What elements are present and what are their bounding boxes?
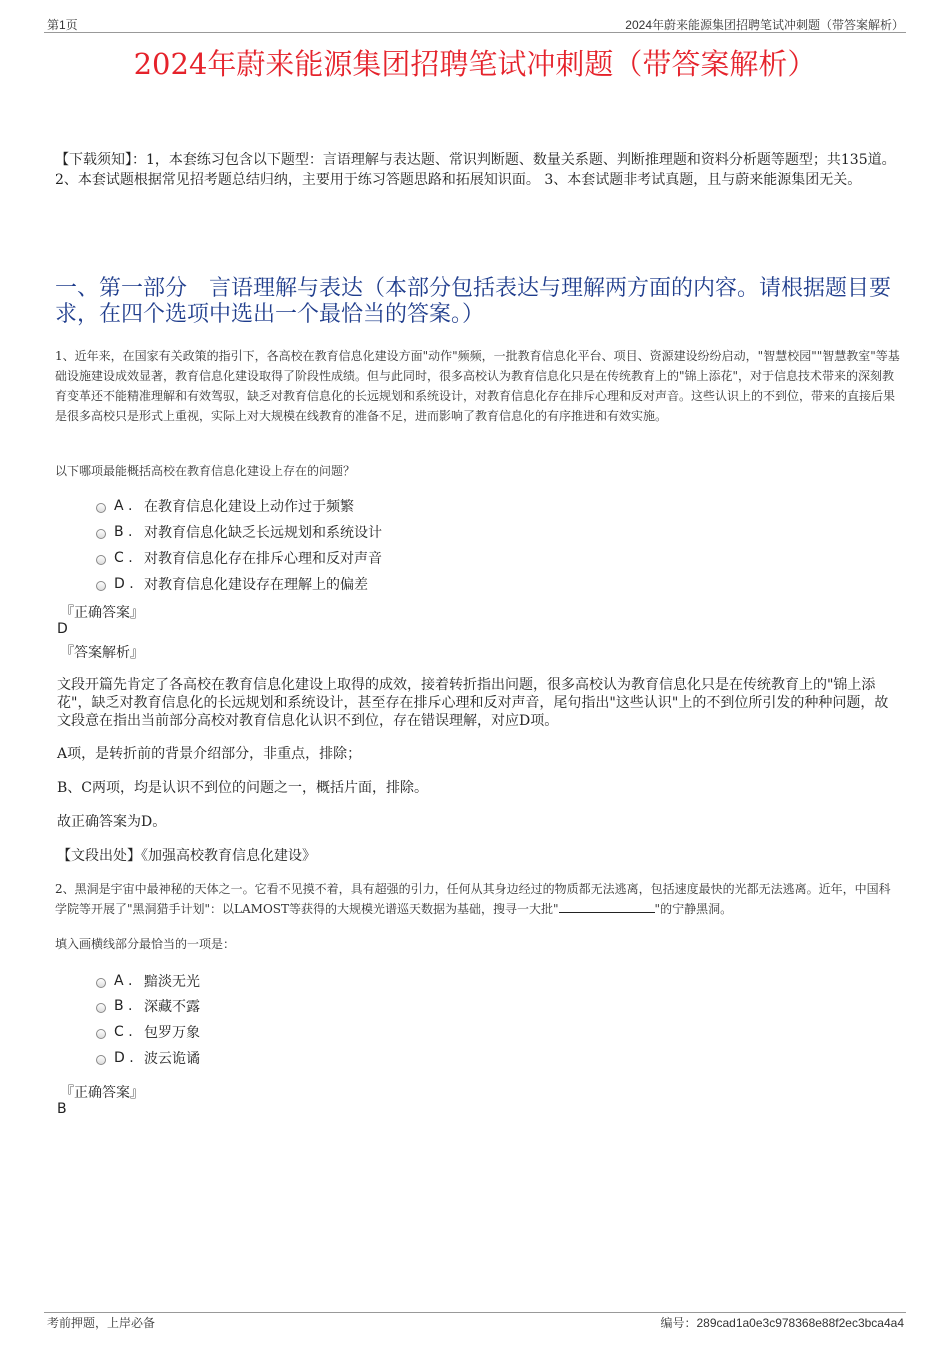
radio-icon[interactable] (96, 1029, 106, 1039)
radio-icon[interactable] (96, 1003, 106, 1013)
option-b[interactable]: B . 对教育信息化缺乏长远规划和系统设计 (96, 522, 382, 542)
analysis-paragraph: 文段开篇先肯定了各高校在教育信息化建设上取得的成效，接着转折指出问题，很多高校认为教育信息化只是在传统教育上的"锦上添花"，缺乏对教育信息化的长远规划和系统设计，甚至存在排斥心理和反对声音，尾句指出"这些认识"上的不到位所引发的种种问题，故文段意在指出当前部分高校对教育信息化认识不到位，存在错误理解，对应D项。 (57, 677, 889, 729)
option-d[interactable]: D . 对教育信息化建设存在理解上的偏差 (96, 574, 368, 594)
option-a[interactable]: A . 黯淡无光 (96, 971, 200, 991)
page-number: 第1页 (47, 18, 78, 32)
footer-divider (44, 1312, 906, 1313)
analysis-label: 『答案解析』 (60, 645, 144, 661)
source-citation: 【文段出处】《加强高校教育信息化建设》 (57, 848, 316, 864)
document-title: 2024年蔚来能源集团招聘笔试冲刺题（带答案解析） (133, 47, 817, 81)
radio-icon[interactable] (96, 503, 106, 513)
radio-icon[interactable] (96, 581, 106, 591)
correct-answer: D (57, 621, 68, 637)
analysis-paragraph: B、C两项，均是认识不到位的问题之一，概括片面，排除。 (57, 780, 428, 796)
download-notice: 【下载须知】：1，本套练习包含以下题型：言语理解与表达题、常识判断题、数量关系题、判断推理题和资料分析题等题型；共135道。 2、本套试题根据常见招考题总结归纳，主要用于练习答题思路和拓展知识面。 3、本套试题非考试真题，且与蔚来能源集团无关。 (55, 152, 896, 188)
question-2-stem: 2、黑洞是宇宙中最神秘的天体之一。它看不见摸不着，具有超强的引力，任何从其身边经过的物质都无法逃离，包括速度最快的光都无法逃离。近年，中国科学院等开展了"黑洞猎手计划"：以LAMOST等获得的大规模光谱巡天数据为基础，搜寻一大批" "的宁静黑洞。 (55, 882, 891, 916)
analysis-paragraph: 故正确答案为D。 (57, 814, 167, 830)
section-heading: 一、第一部分 言语理解与表达（本部分包括表达与理解两方面的内容。请根据题目要求，在四个选项中选出一个最恰当的答案。） (55, 276, 892, 327)
radio-icon[interactable] (96, 555, 106, 565)
radio-icon[interactable] (96, 529, 106, 539)
question-1-stem: 1、近年来，在国家有关政策的指引下，各高校在教育信息化建设方面"动作"频频，一批教育信息化平台、项目、资源建设纷纷启动，"智慧校园""智慧教室"等基础设施建设成效显著，教育信息化建设取得了阶段性成绩。但与此同时，很多高校认为教育信息化只是在传统教育上的"锦上添花"，对于信息技术带来的深刻教育变革还不能精准理解和有效驾驭，缺乏对教育信息化的长远规划和系统设计，对教育信息化存在排斥心理和反对声音。这些认识上的不到位，带来的直接后果是很多高校只是形式上重视，实际上对大规模在线教育的准备不足，进而影响了教育信息化的有序推进和有效实施。 (55, 349, 900, 423)
option-c[interactable]: C . 包罗万象 (96, 1022, 200, 1042)
analysis-paragraph: A项，是转折前的背景介绍部分，非重点，排除； (57, 746, 362, 762)
answer-label: 『正确答案』 (60, 1085, 144, 1101)
correct-answer: B (57, 1101, 67, 1117)
header-divider (44, 32, 906, 33)
option-d[interactable]: D . 波云诡谲 (96, 1048, 200, 1068)
answer-label: 『正确答案』 (60, 605, 144, 621)
footer-slogan: 考前押题，上岸必备 (47, 1316, 156, 1330)
radio-icon[interactable] (96, 978, 106, 988)
header-doc-title: 2024年蔚来能源集团招聘笔试冲刺题（带答案解析） (625, 18, 904, 32)
document-id: 编号：289cad1a0e3c978368e88f2ec3bca4a4 (660, 1316, 904, 1330)
question-2-prompt: 填入画横线部分最恰当的一项是： (55, 937, 236, 951)
option-b[interactable]: B . 深藏不露 (96, 996, 200, 1016)
option-c[interactable]: C . 对教育信息化存在排斥心理和反对声音 (96, 548, 382, 568)
option-a[interactable]: A . 在教育信息化建设上动作过于频繁 (96, 496, 354, 516)
radio-icon[interactable] (96, 1055, 106, 1065)
question-1-prompt: 以下哪项最能概括高校在教育信息化建设上存在的问题？ (55, 464, 356, 478)
fill-blank (559, 900, 655, 913)
